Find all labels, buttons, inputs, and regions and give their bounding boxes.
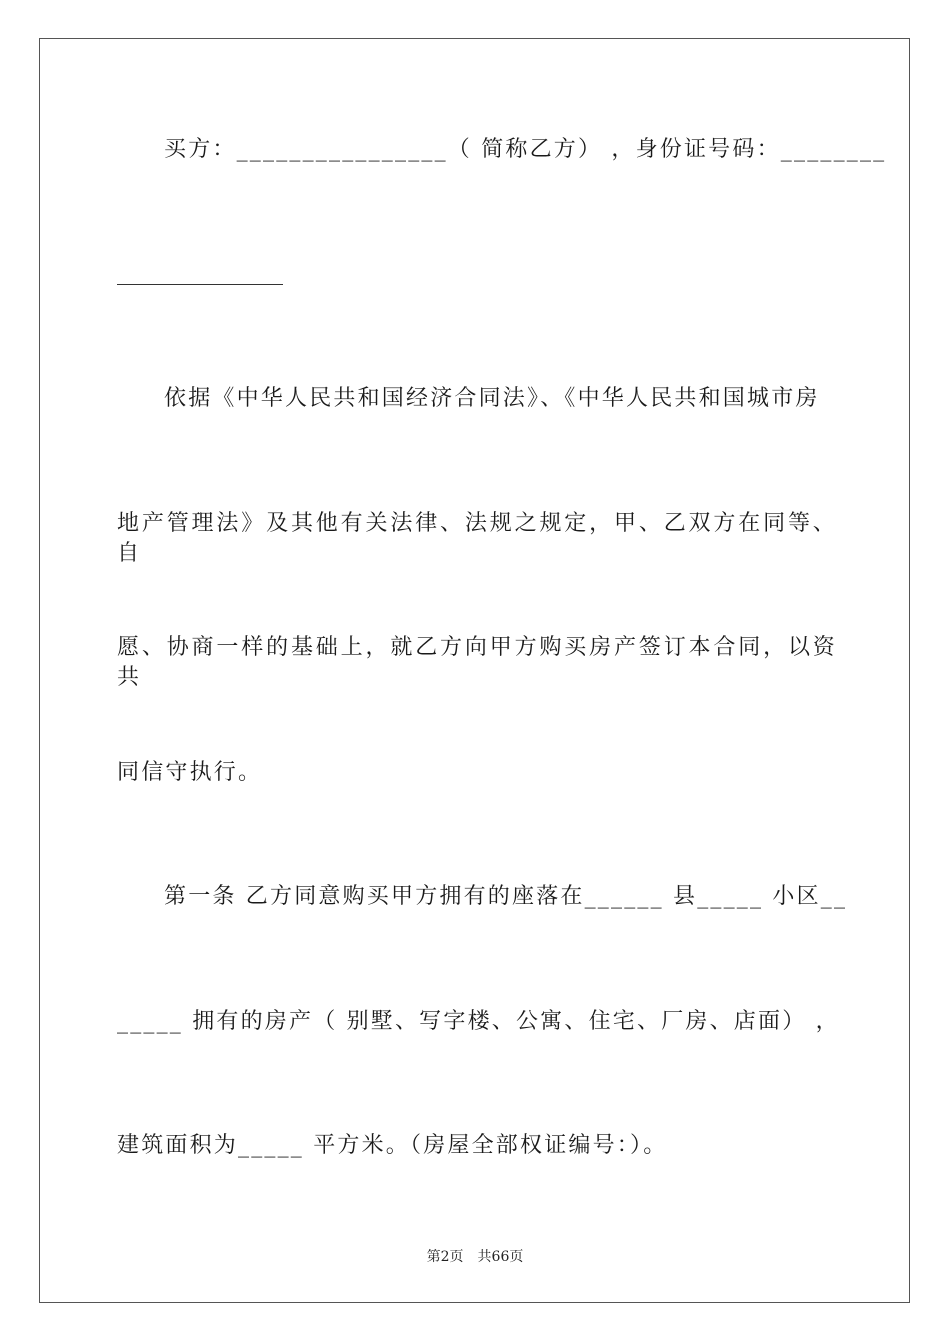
page-number-footer: 第2页 共66页 [426,1249,524,1265]
id-number-blank-continuation [117,284,283,285]
article-one-line-2: _____ 拥有的房产（ 别墅、写字楼、公寓、住宅、厂房、店面） ， [117,1009,840,1034]
buyer-line: 买方：________________（ 简称乙方） ，身份证号码：________ [164,137,887,162]
basis-paragraph-line-1: 依据《中华人民共和国经济合同法》、《中华人民共和国城市房 [164,386,820,411]
basis-paragraph-line-4: 同信守执行。 [117,760,263,785]
basis-paragraph-line-2: 地产管理法》及其他有关法律、法规之规定，甲、乙双方在同等、自 [117,511,837,566]
basis-paragraph-line-3: 愿、协商一样的基础上，就乙方向甲方购买房产签订本合同，以资共 [117,635,837,690]
article-one-line-1: 第一条 乙方同意购买甲方拥有的座落在______ 县_____ 小区__ [164,884,848,909]
article-one-line-3: 建筑面积为_____ 平方米。（房屋全部权证编号：）。 [117,1133,668,1158]
